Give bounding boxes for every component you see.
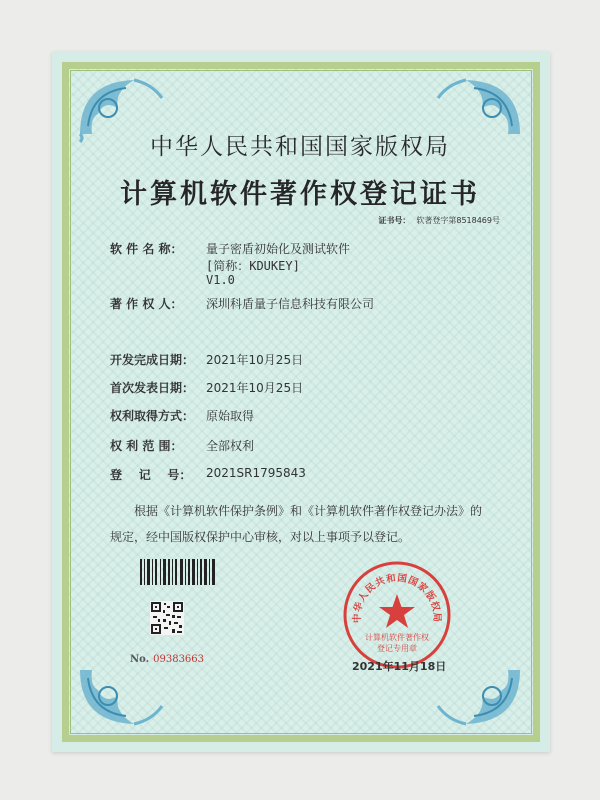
issuer-title: 中华人民共和国国家版权局 (150, 134, 450, 160)
official-seal-icon (342, 560, 452, 670)
field-label-software-name: 软 件 名 称： (110, 242, 183, 256)
serial-number-value: 09383663 (153, 654, 205, 665)
issue-date: 2021年11月18日 (352, 660, 447, 673)
frame-inner-line (70, 70, 532, 734)
statement-line-2: 规定，经中国版权保护中心审核，对以上事项予以登记。 (110, 530, 411, 544)
barcode-icon (140, 559, 216, 585)
field-value-registration-no: 2021SR1795843 (206, 466, 306, 480)
serial-number-label: No. (130, 654, 150, 665)
field-label-owner: 著 作 权 人： (110, 297, 183, 311)
field-label-publish-date: 首次发表日期： (110, 381, 195, 395)
field-value-acquisition: 原始取得 (206, 409, 255, 423)
qr-code-icon (150, 601, 184, 635)
field-label-dev-date: 开发完成日期： (110, 353, 195, 367)
certificate-number-label: 证书号： (378, 216, 411, 225)
statement-line-1: 根据《计算机软件保护条例》和《计算机软件著作权登记办法》的 (134, 504, 483, 518)
field-label-acquisition: 权利取得方式： (110, 409, 195, 423)
seal-line-1: 计算机软件著作权 (365, 633, 429, 642)
field-value-publish-date: 2021年10月25日 (206, 381, 304, 395)
certificate-number (378, 215, 500, 226)
field-value-owner: 深圳科盾量子信息科技有限公司 (206, 297, 375, 311)
corner-ornament-icon (74, 660, 170, 730)
certificate-title: 计算机软件著作权登记证书 (120, 179, 480, 210)
field-value-software-name: 量子密盾初始化及测试软件 (206, 242, 351, 256)
field-value-short-name: [简称：KDUKEY] (206, 259, 300, 273)
serial-number (130, 654, 204, 665)
field-label-rights-scope: 权 利 范 围： (110, 439, 183, 453)
field-value-dev-date: 2021年10月25日 (206, 353, 304, 367)
field-label-registration-no: 登 记 号： (110, 468, 192, 482)
field-value-version: V1.0 (206, 273, 235, 287)
seal-line-2: 登记专用章 (377, 644, 417, 653)
seal-ring-text: 中华人民共和国国家版权局 (351, 572, 443, 624)
field-value-rights-scope: 全部权利 (206, 439, 255, 453)
certificate-number-value: 软著登字第8518469号 (416, 216, 500, 225)
